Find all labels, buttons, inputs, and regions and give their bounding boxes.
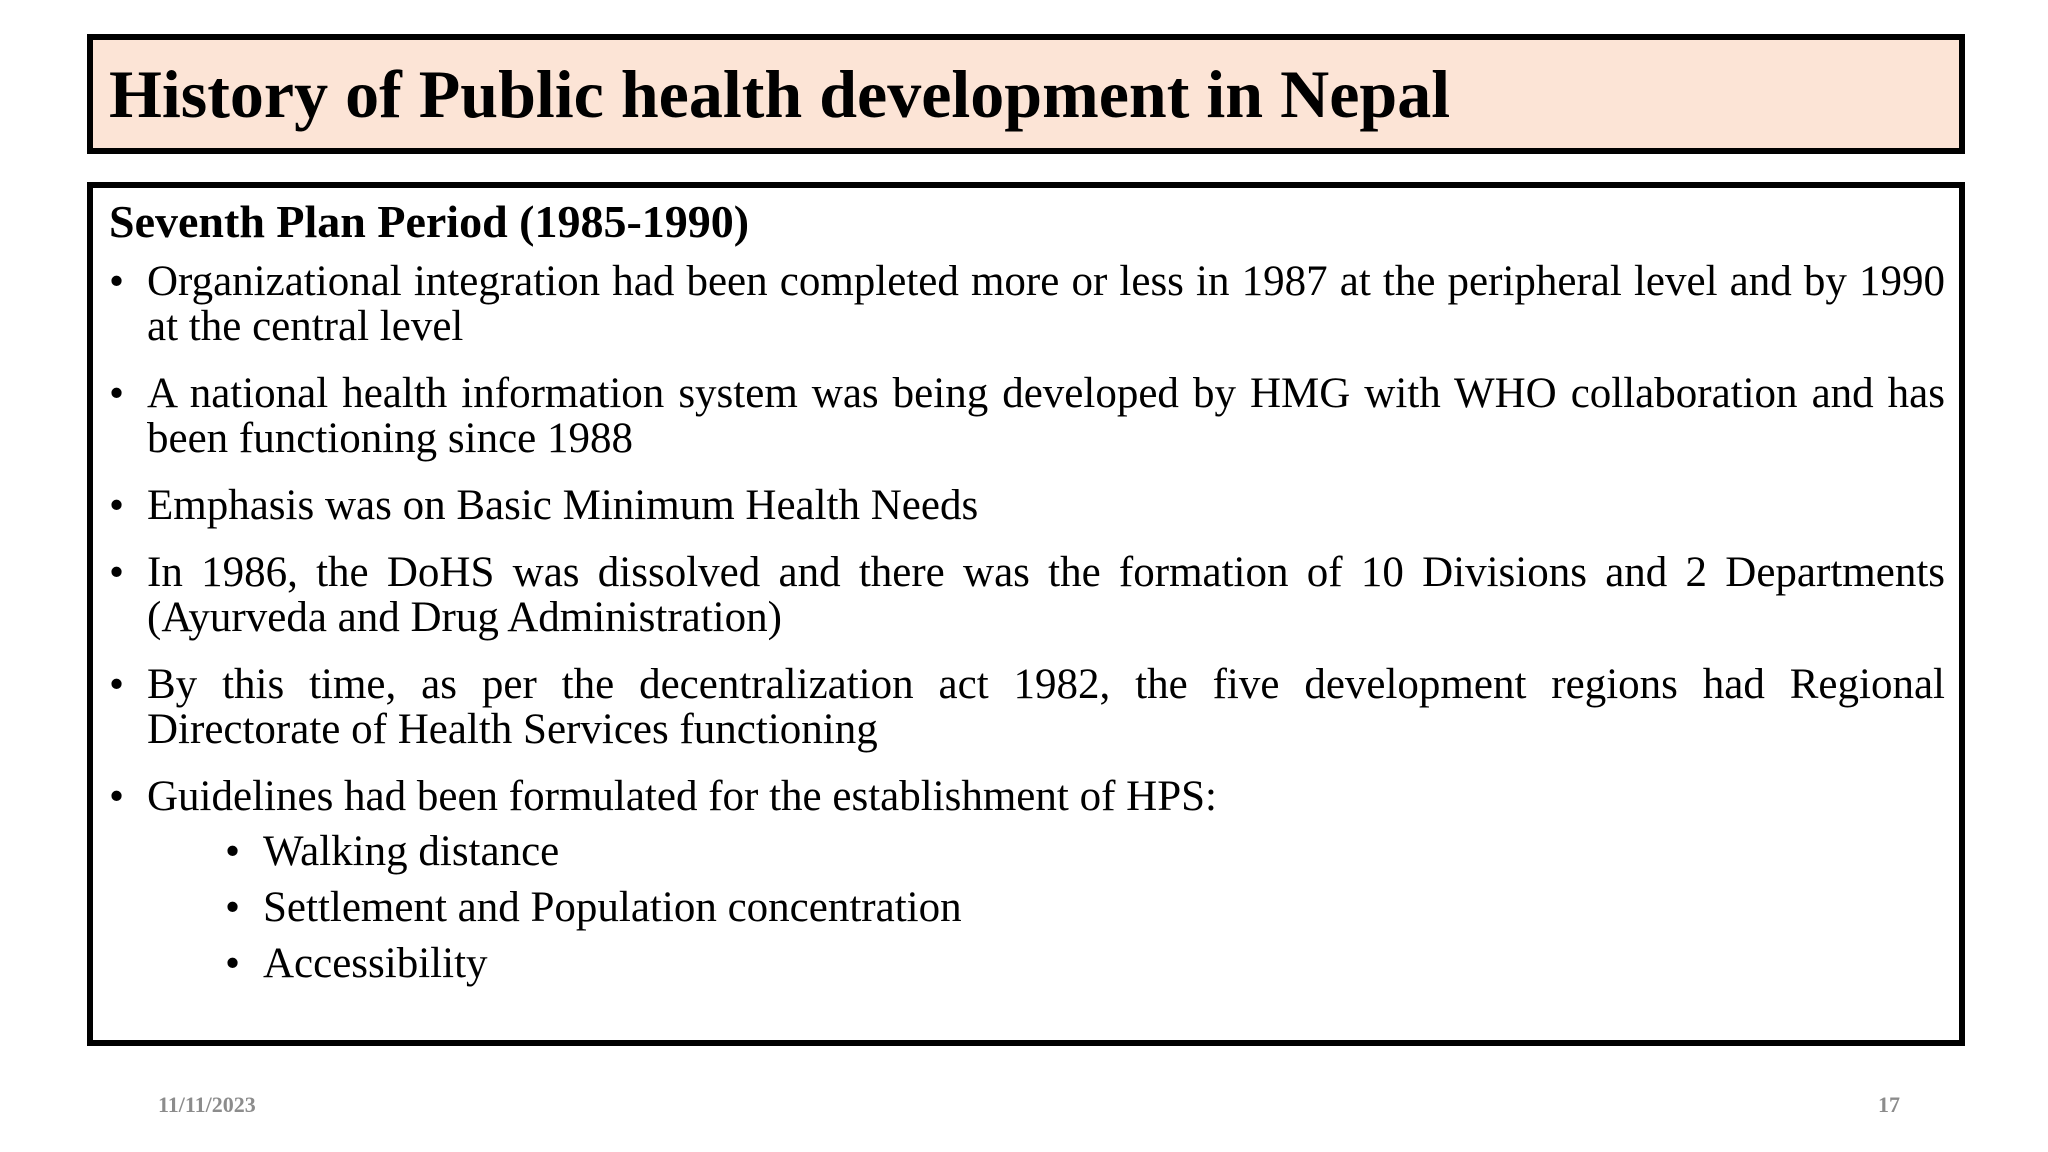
bullet-text: A national health information system was being developed by HMG with WHO collaboration and has been functioning since 1988 <box>147 370 1945 463</box>
bullet-text: Organizational integration had been completed more or less in 1987 at the peripheral level and by 1990 at the central level <box>147 258 1945 351</box>
sub-bullet-dot-icon: • <box>225 828 241 876</box>
footer-date: 11/11/2023 <box>158 1092 256 1117</box>
section-heading: Seventh Plan Period (1985-1990) <box>109 196 750 247</box>
footer-page-number: 17 <box>1878 1092 1900 1117</box>
bullet-dot-icon: • <box>109 549 125 597</box>
bullet-dot-icon: • <box>109 482 125 530</box>
bullet-item <box>109 550 1945 640</box>
bullet-dot-icon: • <box>109 773 125 821</box>
bullet-item <box>109 662 1945 752</box>
slide-title: History of Public health development in Nepal <box>109 56 1451 132</box>
bullet-item <box>109 259 1945 349</box>
bullet-dot-icon: • <box>109 661 125 709</box>
bullet-text: By this time, as per the decentralization act 1982, the five development regions had Regional Directorate of Health Services functioning <box>147 661 1945 754</box>
bullet-text: In 1986, the DoHS was dissolved and there was the formation of 10 Divisions and 2 Departments (Ayurveda and Drug Administration) <box>147 549 1945 642</box>
slide-content-box <box>87 182 1965 1046</box>
bullet-text: Guidelines had been formulated for the establishment of HPS: <box>147 773 1217 821</box>
bullet-item <box>109 774 1945 986</box>
bullet-dot-icon: • <box>109 258 125 306</box>
bullet-dot-icon: • <box>109 370 125 418</box>
bullet-item <box>109 371 1945 461</box>
sub-bullet-text: Settlement and Population concentration <box>263 884 962 932</box>
bullet-item <box>109 483 1945 528</box>
sub-bullet-text: Accessibility <box>263 940 488 988</box>
bullet-list <box>109 259 1945 986</box>
sub-bullet-item <box>147 829 1945 874</box>
sub-bullet-item <box>147 941 1945 986</box>
bullet-text: Emphasis was on Basic Minimum Health Needs <box>147 482 979 530</box>
sub-bullet-item <box>147 885 1945 930</box>
sub-bullet-dot-icon: • <box>225 940 241 988</box>
slide-title-box <box>87 34 1965 154</box>
sub-bullet-list <box>147 829 1945 986</box>
sub-bullet-dot-icon: • <box>225 884 241 932</box>
sub-bullet-text: Walking distance <box>263 828 560 876</box>
